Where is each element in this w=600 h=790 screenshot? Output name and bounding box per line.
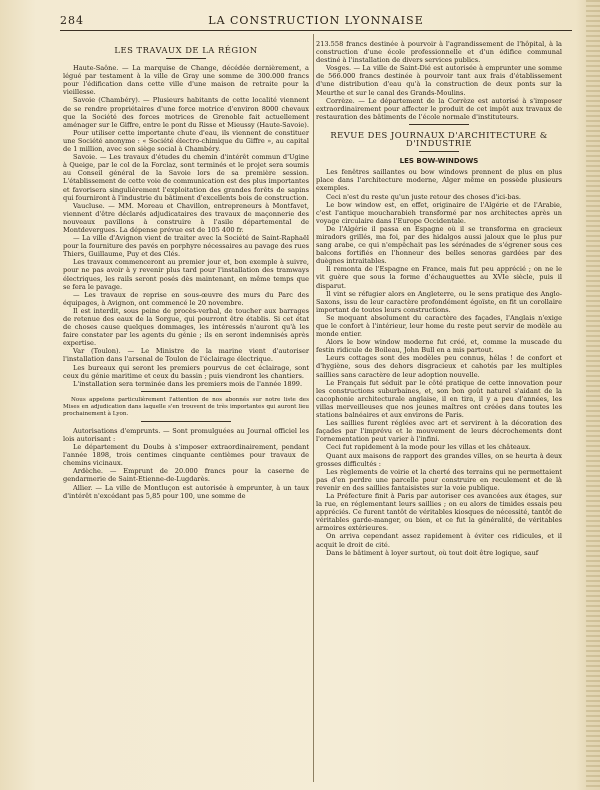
paragraph: Les fenêtres saillantes ou bow windows prennent de plus en plus place dans l'architecture moderne, Alger même en possède plusieurs exemples. <box>316 168 562 193</box>
page-header <box>60 10 572 28</box>
paragraph: On arriva cependant assez rapidement à éviter ces ridicules, et il acquit le droit de cité. <box>316 532 562 549</box>
paragraph: Quant aux maisons de rapport des grandes villes, on se heurta à deux grosses difficultés : <box>316 451 562 468</box>
paragraph: Vaucluse. — MM. Moreau et Chavillon, entrepreneurs à Montfavet, viennent d'être déclarés adjudicataires des travaux de maçonnerie des nouveaux pavillons à construire à l'asile départemental de Montdevergues. La dépense prévue est de 105 400 fr. <box>63 201 309 234</box>
left-column <box>63 40 309 500</box>
paragraph: Alors le bow window moderne fut créé, et, comme la muscade du festin ridicule de Boileau, John Bull en a mis partout. <box>316 338 562 355</box>
column-divider <box>313 34 314 782</box>
paragraph: Les bureaux qui seront les premiers pourvus de cet éclairage, sont ceux du génie maritime et ceux du bassin ; puis viendront les chantiers. <box>63 363 309 380</box>
section-title-revue: REVUE DES JOURNAUX D'ARCHITECTURE & D'INDUSTRIE <box>330 129 548 149</box>
separator <box>141 421 231 422</box>
page-number: 284 <box>60 14 84 27</box>
journal-title: LA CONSTRUCTION LYONNAISE <box>208 14 424 27</box>
separator <box>409 124 469 125</box>
paragraph: L'installation sera terminée dans les premiers mois de l'année 1899. <box>73 379 303 388</box>
subsection-title: LES BOW-WINDOWS <box>399 157 479 166</box>
page-edge <box>586 0 600 790</box>
paragraph: Les règlements de voirie et la cherté des terrains qui ne permettaient pas d'en perdre une parcelle pour construire en reculement et de là revenir en des saillies fantaisistes sur la voie publique. <box>316 467 562 492</box>
paragraph: Allier. — La ville de Montluçon est autorisée à emprunter, à un taux d'intérêt n'excédant pas 5,85 pour 100, une somme de <box>63 483 309 500</box>
paragraph: Le département du Doubs à s'imposer extraordinairement, pendant l'année 1898, trois centimes cinquante centièmes pour travaux de chemins vicinaux. <box>63 443 309 468</box>
paragraph: — La ville d'Avignon vient de traiter avec la Société de Saint-Raphaël pour la fourniture des pavés en porphyre nécessaires au pavage des rues Thiers, Guillaume, Puy et des Clés. <box>63 234 309 259</box>
paragraph: Se moquant absolument du caractère des façades, l'Anglais n'exige que le confort à l'intérieur, leur home du reste peut servir de modèle au monde entier. <box>316 313 562 339</box>
paragraph: De l'Algérie il passa en Espagne où il se transforma en gracieux miradors grillés, ma foi, par des hidalgos aussi jaloux que le plus pur sang arabe, ce qui n'empêchait pas les sérénades de s'égrener sous ces balcons fortifiés en l'honneur des belles senoras gardées par des duègnes intraitables. <box>316 224 562 266</box>
right-column <box>316 40 562 557</box>
paragraph: La Préfecture finit à Paris par autoriser ces avancées aux étages, sur la rue, en réglementant leurs saillies ; on eu alors de timides essais peu appréciés. Ce furent tantôt de véritables kiosques de nécessité, tantôt de véritables garde-manger, ou bien, et ce fut la généralité, de véritables armoires extérieures. <box>316 491 562 533</box>
paragraph: Dans le bâtiment à loyer surtout, où tout doit être logique, sauf <box>326 548 539 557</box>
separator <box>166 58 206 59</box>
paragraph: Les travaux commenceront au premier jour et, bon exemple à suivre, pour ne pas avoir à y revenir plus tard pour l'installation des tramways électriques, les rails seront posés dès maintenant, en même temps que se fera le pavage. <box>63 258 309 291</box>
paragraph: Le bow window est, en effet, originaire de l'Algérie et de l'Arabie, c'est l'antique moucharabieh transformé par nos architectes après un voyage circulaire dans l'Europe Occidentale. <box>316 200 562 225</box>
paragraph: Il remonta de l'Espagne en France, mais fut peu apprécié ; on ne le vit guère que sous la forme d'échauguettes au XVIe siècle, puis il disparut. <box>316 265 562 290</box>
paragraph: Leurs cottages sont des modèles peu connus, hélas ! de confort et d'hygiène, sous des dehors disgracieux et cahotés par les multiples saillies sans caractère de leur adoption nouvelle. <box>316 354 562 379</box>
paragraph: Var (Toulon). — Le Ministre de la marine vient d'autoriser l'installation dans l'arsenal de Toulon de l'éclairage électrique. <box>63 347 309 364</box>
separator <box>419 151 459 152</box>
header-rule <box>60 30 572 31</box>
section-title-travaux: LES TRAVAUX DE LA RÉGION <box>114 45 258 55</box>
paragraph: Savoie. — Les travaux d'études du chemin d'intérêt commun d'Ugine à Queige, par le col de la Forclaz, sont terminés et le projet sera soumis au Conseil général de la Savoie lors de sa première session. L'établissement de cette voie de communication est des plus importantes et favorisera singulièrement l'exploitation des grandes forêts de sapins qui fourniront à l'industrie du bâtiment d'excellents bois de construction. <box>63 153 309 202</box>
paragraph: Pour utiliser cette importante chute d'eau, ils viennent de constituer une Société anonyme : « Société électro-chimique du Giffre », au capital de 1 million, avec son siège social à Chambéry. <box>63 128 309 154</box>
paragraph: Ceci n'est du reste qu'un juste retour des choses d'ici-bas. <box>326 192 522 201</box>
subscriber-note: Nous appelons particulièrement l'attention de nos abonnés sur notre liste des Mises en adjudication dans laquelle s'en trouvent de très importantes qui auront lieu prochainement à Lyon. <box>63 396 309 417</box>
paragraph: Autorisations d'emprunts. — Sont promulguées au Journal officiel les lois autorisant : <box>63 426 309 443</box>
paragraph: Vosges. — La ville de Saint-Dié est autorisée à emprunter une somme de 566.000 francs destinée à pourvoir tant aux frais d'établissement d'une distribution d'eau qu'à la construction de deux ponts sur la Meurthe et sur le canal des Grands-Moulins. <box>316 64 562 97</box>
paragraph: Ardèche. — Emprunt de 20.000 francs pour la caserne de gendarmerie de Saint-Etienne-de-Lugdarès. <box>63 467 309 484</box>
paragraph: Haute-Saône. — La marquise de Change, décédée dernièrement, a légué par testament à la ville de Gray une somme de 300.000 francs pour l'édification dans cette ville d'une maison de retraite pour la vieillesse. <box>63 64 309 97</box>
separator <box>141 391 231 392</box>
paragraph: Il vint se réfugier alors en Angleterre, ou le sens pratique des Anglo-Saxons, issu de leur caractère profondément égoïste, en fit un corollaire important de toutes leurs constructions. <box>316 289 562 314</box>
paragraph: Savoie (Chambéry). — Plusieurs habitants de cette localité viennent de se rendre propriétaires d'une force motrice d'environ 8000 chevaux que la Société des forces motrices de Grenoble fait actuellement aménager sur le Giffre, entre le pont du Risse et Mieussy (Haute-Savoie). <box>63 96 309 129</box>
paragraph: — Les travaux de reprise en sous-œuvre des murs du Parc des équipages, à Avignon, ont commencé le 20 novembre. <box>63 290 309 307</box>
paragraph: Il est interdit, sous peine de procès-verbal, de toucher aux barrages de retenue des eaux de la Sorgue, qui pourront être établis. Si cet état de choses cause quelques dommages, les intéressés n'auront qu'à les faire constater par les agents du génie ; ils en seront indemnisés après expertise. <box>63 306 309 348</box>
paragraph: Le Français fut séduit par le côté pratique de cette innovation pour les constructions suburbaines, et, son bon goût naturel s'aidant de la cacophonie architecturale anglaise, il en tira, il y a peu d'années, les villas merveilleuses que nos jeunes maîtres ont créées dans toutes les stations balnéaires et aux environs de Paris. <box>316 378 562 420</box>
paragraph: Les saillies furent réglées avec art et servirent à la décoration des façades par l'imprévu et le mouvement de leurs décrochements dont l'ornementation peut varier à l'infini. <box>316 419 562 444</box>
paragraph: 213.558 francs destinée à pourvoir à l'agrandissement de l'hôpital, à la construction d'une école professionnelle et d'un édifice communal destiné à l'installation de divers services publics. <box>316 40 562 65</box>
paragraph: Corrèze. — Le département de la Corrèze est autorisé à s'imposer extraordinairement pour affecter le produit de cet impôt aux travaux de restauration des bâtiments de l'école normale d'instituteurs. <box>316 96 562 121</box>
paragraph: Ceci fut rapidement à la mode pour les villas et les châteaux. <box>326 443 531 452</box>
